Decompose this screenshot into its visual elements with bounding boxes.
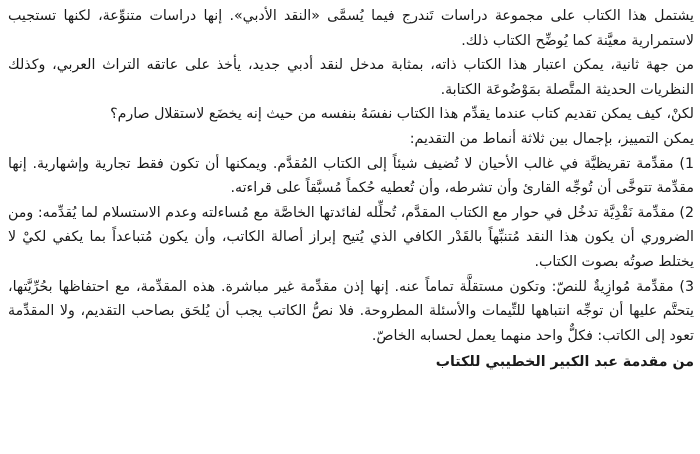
intro-paragraph: يشتمل هذا الكتاب على مجموعة دراسات تَندرج فيما يُسمَّى «النقد الأدبي». إنها دراسات متنوِّعة، لكنها تستجيب لاستمرارية معيَّنة كما يُوضِّح الكتاب ذلك. — [8, 8, 694, 49]
question-paragraph: لكنْ، كيف يمكن تقديم كتاب عندما يقدِّم هذا الكتاب نفسَهُ بنفسه من حيث إنه يخضَع لاستقلال صارم؟ — [110, 106, 694, 123]
types-intro-paragraph: يمكن التمييز، بإجمال بين ثلاثة أنماط من التقديم: — [409, 130, 694, 147]
type-one-paragraph: 1) مقدِّمة تقريظيَّة في غالب الأحيان لا تُضيف شيئاً إلى الكتاب المُقدَّم. ويمكنها أن تكون فقط تجارية وإشهارية. إنها مقدِّمة تتوخَّى أن تُوجِّه القارئ وأن تشرطه، وأن تُعطيه حُكماً مُسبَّقاً على قراءته. — [8, 155, 694, 197]
source-signature: من مقدمة عبد الكبير الخطيبي للكتاب — [435, 354, 694, 371]
second-paragraph: من جهة ثانية، يمكن اعتبار هذا الكتاب ذاته، بمثابة مدخل لنقد أدبي جديد، يأخذ على عاتقه التراث العربي، وكذلك النظريات الحديثة المتَّصلة بمَوْضُوعَة الكتابة. — [8, 57, 694, 98]
type-three-paragraph: 3) مقدِّمة مُوازِيةٌ للنصّ: وتكون مستقلَّة تماماً عنه. إنها إذن مقدِّمة غير مباشرة. هذه المقدِّمة، مع احتفاظها بحُرِّيَّتها، يتحتَّم عليها أن توجِّه انتباهها للتِّيمات والأسئلة المطروحة. فلا نصُّ الكاتب يجب أن يُلحَق بصاحب التقديم، ولا المقدِّمة تعود إلى الكاتب: فكلٌّ واحد منهما يعمل لحسابه الخاصّ. — [8, 278, 694, 344]
type-two-paragraph: 2) مقدِّمة نَقْدِيَّة تدخُل في حوار مع الكتاب المقدَّم، تُحلِّله لفائدتها الخاصَّة مع مُساءلته وعدم الاستسلام لما يُقدِّمه: ومن الضروري أن يكون هذا النقد مُتنبِّهاً بالقَدْر الكافي الذي يُتيح إبراز أصالة الكاتب، وأن يكون مُتباعداً بما يكفي لكيْ لا يختلط صوتُه بصوت الكتاب. — [8, 204, 694, 270]
